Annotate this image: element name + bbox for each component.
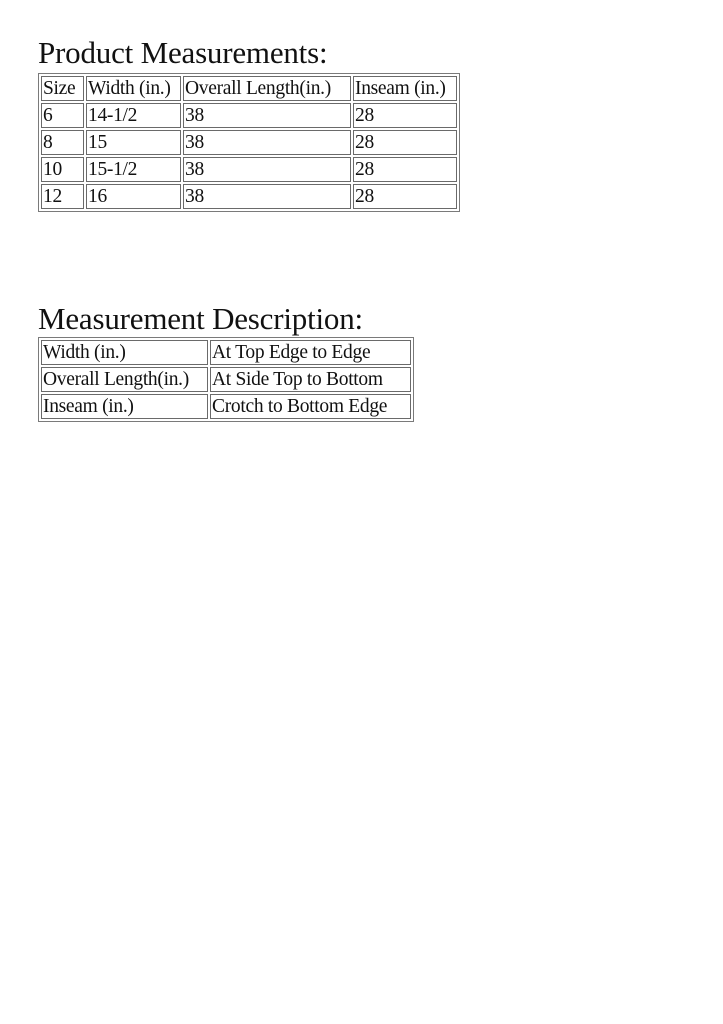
cell-inseam: 28 [353, 184, 457, 209]
table-row [41, 184, 457, 209]
cell-overall-length: 38 [183, 103, 351, 128]
cell-inseam: 28 [353, 130, 457, 155]
cell-width: 15 [86, 130, 181, 155]
table-row [41, 157, 457, 182]
table-row [41, 130, 457, 155]
cell-width: 16 [86, 184, 181, 209]
cell-size: 10 [41, 157, 84, 182]
cell-measurement-description: At Side Top to Bottom [210, 367, 411, 392]
cell-measurement-description: Crotch to Bottom Edge [210, 394, 411, 419]
cell-overall-length: 38 [183, 157, 351, 182]
table-row [41, 340, 411, 365]
product-measurements-title: Product Measurements: [38, 35, 328, 70]
cell-size: 12 [41, 184, 84, 209]
product-measurements-table [38, 73, 460, 212]
cell-overall-length: 38 [183, 184, 351, 209]
measurement-description-title: Measurement Description: [38, 301, 363, 336]
table-row [41, 103, 457, 128]
cell-measurement-description: At Top Edge to Edge [210, 340, 411, 365]
cell-overall-length: 38 [183, 130, 351, 155]
table-row [41, 367, 411, 392]
cell-measurement-name: Width (in.) [41, 340, 208, 365]
table-row [41, 394, 411, 419]
header-cell-width: Width (in.) [86, 76, 181, 101]
header-cell-inseam: Inseam (in.) [353, 76, 457, 101]
header-cell-overall-length: Overall Length(in.) [183, 76, 351, 101]
measurement-description-table [38, 337, 414, 422]
cell-width: 15-1/2 [86, 157, 181, 182]
header-cell-size: Size [41, 76, 84, 101]
cell-width: 14-1/2 [86, 103, 181, 128]
cell-measurement-name: Inseam (in.) [41, 394, 208, 419]
cell-measurement-name: Overall Length(in.) [41, 367, 208, 392]
table-header-row [41, 76, 457, 101]
cell-inseam: 28 [353, 157, 457, 182]
cell-size: 8 [41, 130, 84, 155]
cell-size: 6 [41, 103, 84, 128]
cell-inseam: 28 [353, 103, 457, 128]
